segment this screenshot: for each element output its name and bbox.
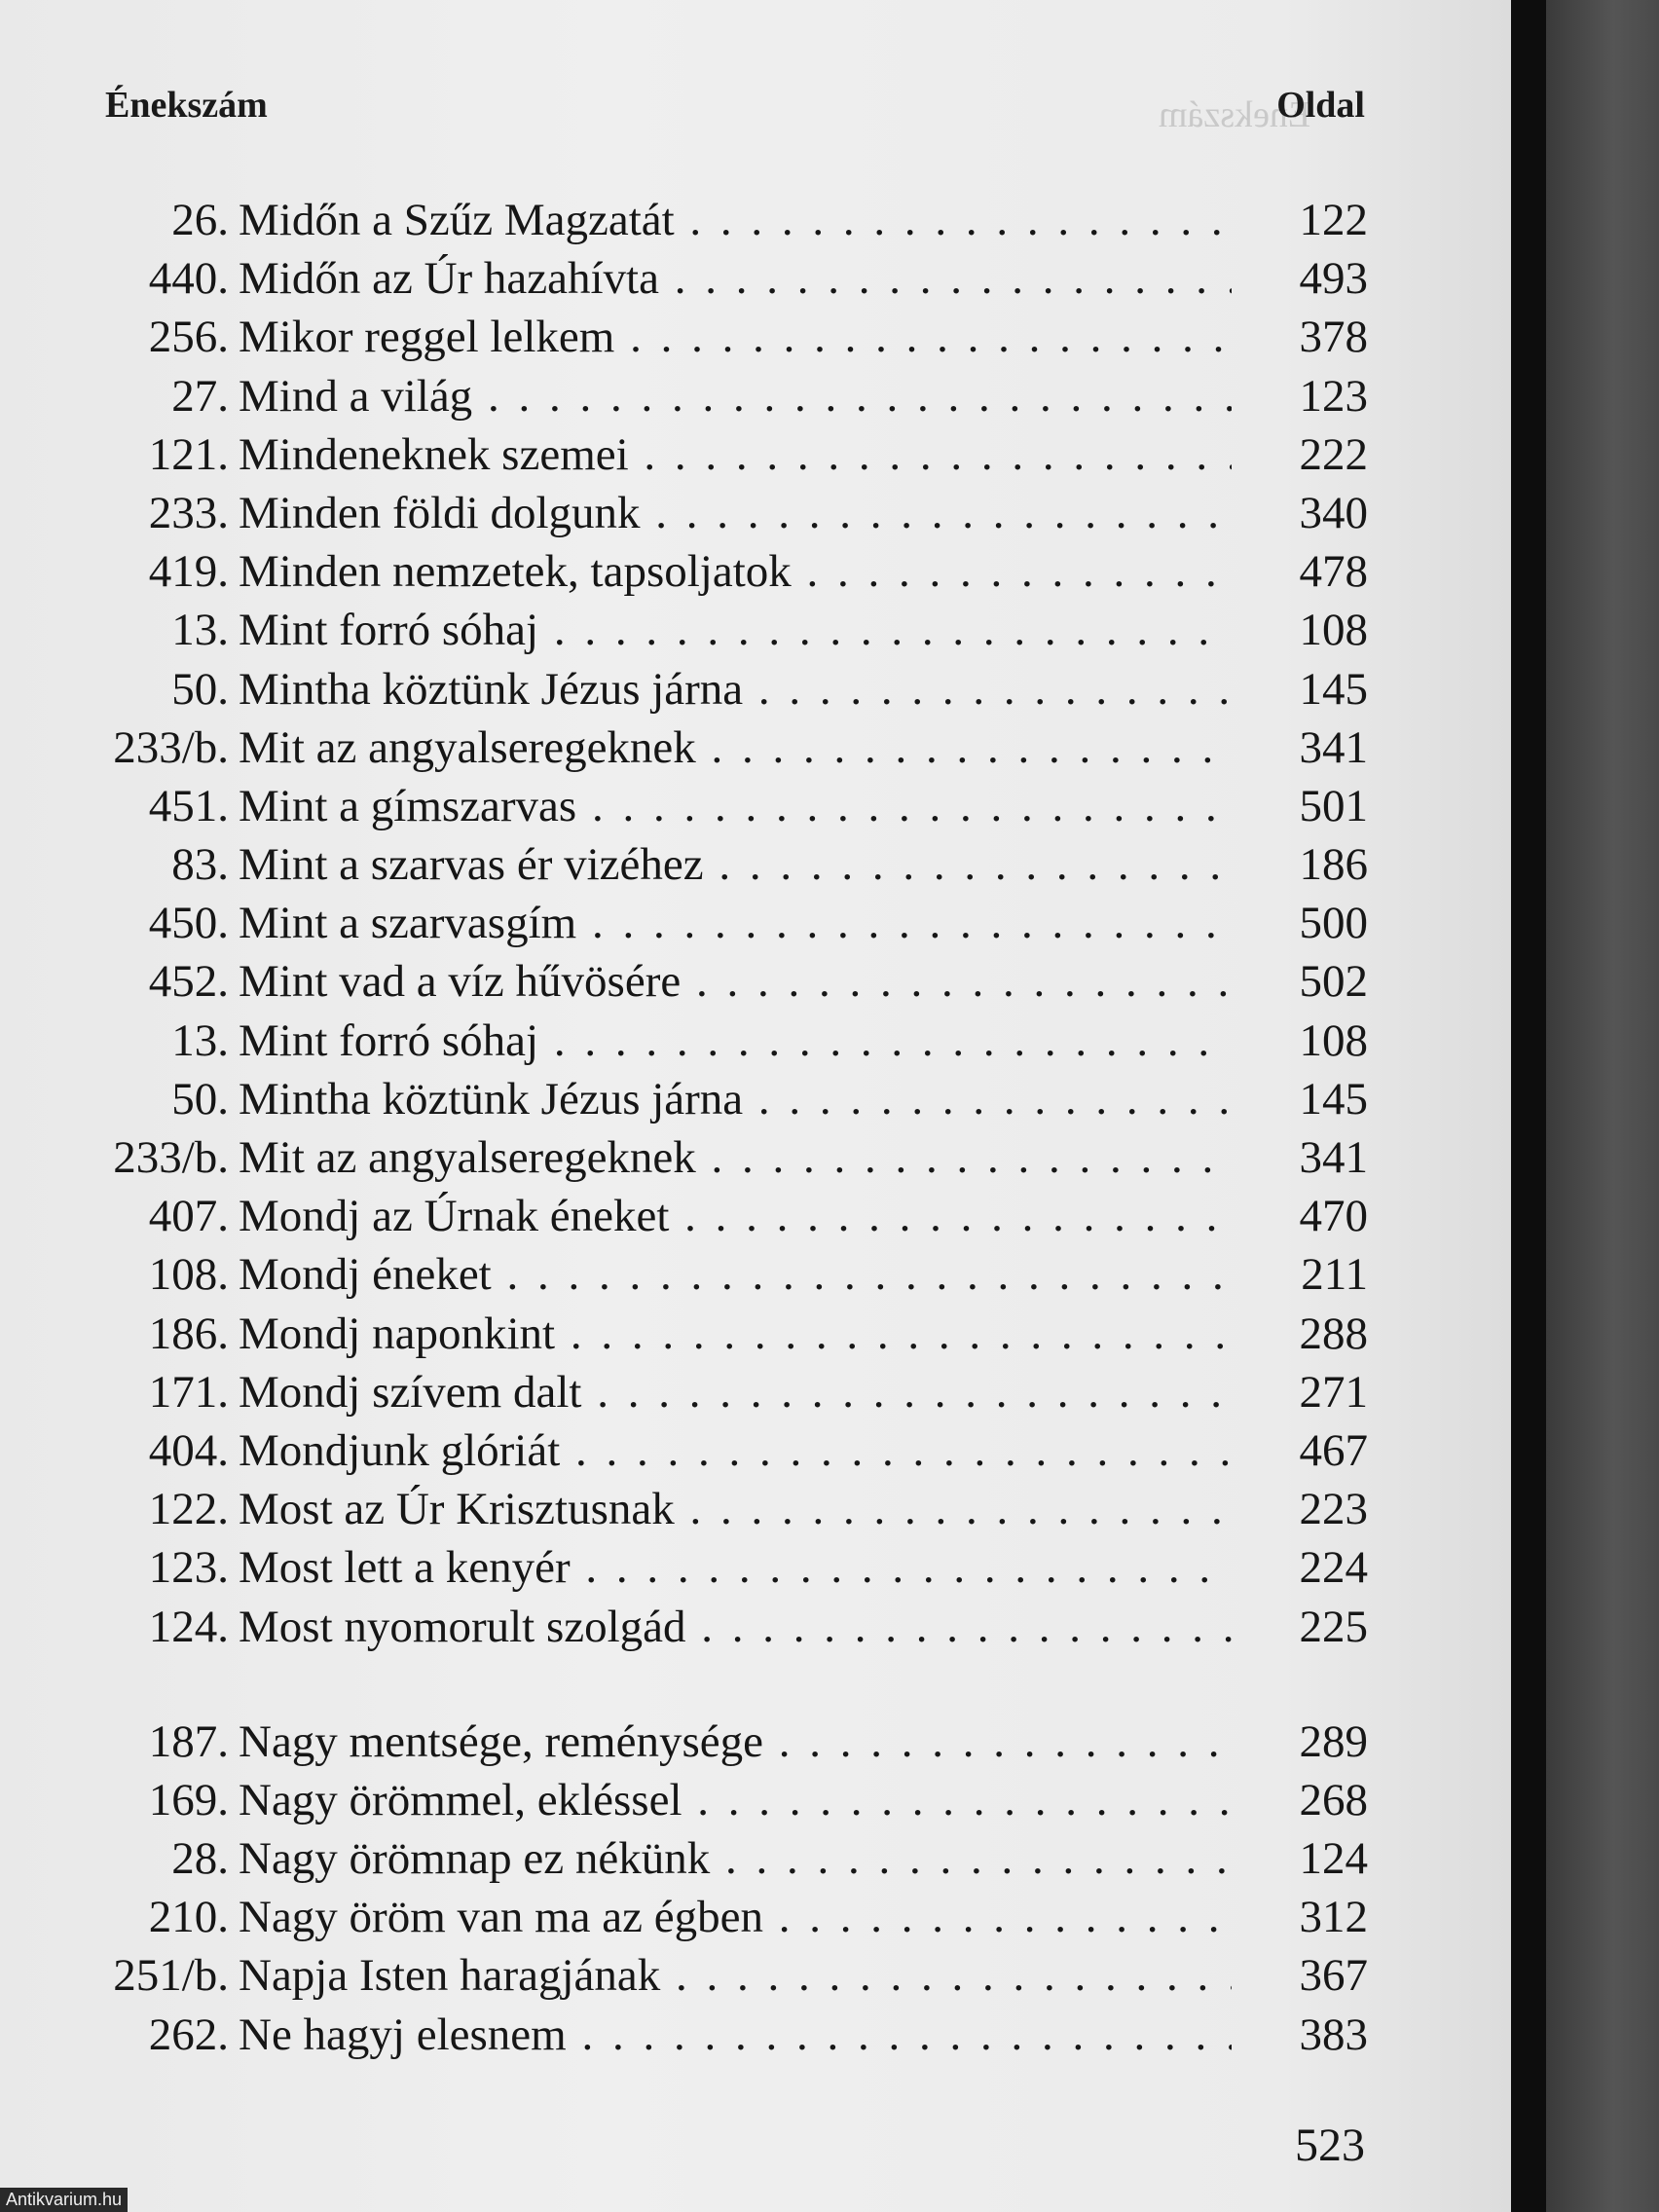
index-entry [92,835,1368,894]
hymn-title: Mint vad a víz hűvösére . . . [239,952,1232,1011]
hymn-number: 186. [148,1308,229,1359]
page-reference: 367 [1299,1950,1368,2002]
index-entry [92,425,1368,484]
index-entry [92,952,1368,1011]
index-entry [92,249,1368,308]
page-reference: 341 [1299,721,1368,773]
hymn-title: Mintha köztünk Jézus járna . . . [239,1070,1232,1128]
hymn-number: 262. [148,2009,229,2060]
hymn-number: 169. [148,1774,229,1825]
hymn-number: 233/b. [113,1132,229,1183]
page-reference: 145 [1299,663,1368,715]
watermark: Antikvarium.hu [0,2188,128,2212]
hymn-number: 251/b. [113,1950,229,2002]
index-entry [92,1070,1368,1128]
book-cover-edge [1546,0,1659,2212]
hymn-number: 171. [148,1366,229,1418]
hymn-number: 13. [171,605,229,656]
hymn-title: Nagy mentsége, reménysége . . . [239,1713,1232,1771]
hymn-title: Most lett a kenyér . . . [239,1538,1232,1597]
hymn-title: Most nyomorult szolgád . . . [239,1598,1232,1656]
hymn-title: Mondjunk glóriát . . . [239,1421,1232,1480]
page-reference: 288 [1299,1308,1368,1359]
index-entry [92,1946,1368,2005]
hymn-number: 50. [171,663,229,715]
hymn-title: Most az Úr Krisztusnak . . . [239,1480,1232,1538]
hymn-number: 124. [148,1601,229,1652]
hymn-number: 404. [148,1424,229,1476]
hymn-title: Mindeneknek szemei . . . [239,425,1232,484]
index-entry [92,2006,1368,2064]
page-reference: 222 [1299,428,1368,480]
hymn-title: Mint forró sóhaj . . . [239,601,1232,659]
page-reference: 478 [1299,546,1368,598]
hymn-number: 450. [148,898,229,949]
index-entry [92,191,1368,249]
page-reference: 122 [1299,195,1368,245]
page-reference: 123 [1299,370,1368,422]
hymn-number: 452. [148,956,229,1008]
index-entry [92,1128,1368,1187]
page-reference: 500 [1299,898,1368,949]
hymn-number: 121. [148,428,229,480]
hymn-title: Nagy örömnap ez nékünk . . . [239,1829,1232,1888]
hymn-number: 26. [171,195,229,245]
index-entry [92,719,1368,777]
hymn-title: Mint forró sóhaj . . . [239,1012,1232,1070]
page-number: 523 [1295,2120,1365,2171]
index-entry [92,1480,1368,1538]
hymn-title: Mind a világ . . . [239,367,1232,425]
hymn-title: Midőn az Úr hazahívta . . . [239,249,1232,308]
hymn-number: 210. [148,1892,229,1943]
page-reference: 145 [1299,1073,1368,1124]
hymn-number: 187. [148,1715,229,1767]
index-entry [92,1538,1368,1597]
hymn-title: Mondj az Úrnak éneket . . . [239,1187,1232,1245]
index-entry [92,1363,1368,1421]
index-entry [92,777,1368,835]
hymn-title: Napja Isten haragjának . . . [239,1946,1232,2005]
page-reference: 383 [1299,2009,1368,2060]
index-entry [92,1598,1368,1656]
page-reference: 341 [1299,1132,1368,1183]
page-reference: 211 [1301,1249,1368,1301]
hymn-number: 122. [148,1484,229,1535]
page-reference: 501 [1299,780,1368,831]
index-header [105,84,1365,138]
index-entry [92,1245,1368,1304]
hymn-title: Mondj naponkint . . . [239,1305,1232,1363]
hymn-title: Nagy örömmel, ekléssel . . . [239,1771,1232,1829]
hymn-title: Mint a gímszarvas . . . [239,777,1232,835]
hymn-title: Minden nemzetek, tapsoljatok . . . [239,542,1232,601]
index-entry [92,1305,1368,1363]
page-reference: 340 [1299,487,1368,538]
index-entry [92,542,1368,601]
index-entry [92,1012,1368,1070]
hymn-number: 83. [171,839,229,891]
index-entry [92,601,1368,659]
page-reference: 124 [1299,1833,1368,1885]
hymn-title: Mit az angyalseregeknek . . . [239,719,1232,777]
hymn-number: 233/b. [113,721,229,773]
hymn-title: Mint a szarvasgím . . . [239,894,1232,952]
index-entry [92,660,1368,719]
page-reference: 493 [1299,253,1368,305]
hymn-number: 256. [148,312,229,363]
index-entry [92,1829,1368,1888]
hymn-number: 233. [148,487,229,538]
page-reference: 108 [1299,605,1368,656]
hymn-index-list [92,191,1368,2064]
page-reference: 289 [1299,1715,1368,1767]
index-entry [92,1421,1368,1480]
page-reference: 502 [1299,956,1368,1008]
page-reference: 312 [1299,1892,1368,1943]
hymn-number-heading: Énekszám [105,85,268,126]
page-heading: Oldal [1276,85,1365,126]
index-entry [92,1187,1368,1245]
page-reference: 268 [1299,1774,1368,1825]
hymn-title: Nagy öröm van ma az égben . . . [239,1888,1232,1946]
page-reference: 470 [1299,1191,1368,1242]
page-reference: 225 [1299,1601,1368,1652]
index-entry [92,308,1368,366]
hymn-title: Mint a szarvas ér vizéhez . . . [239,835,1232,894]
hymn-number: 108. [148,1249,229,1301]
page-reference: 271 [1299,1366,1368,1418]
index-entry [92,1771,1368,1829]
bleed-through-text: Énekszám [1159,94,1311,135]
page-reference: 378 [1299,312,1368,363]
hymn-title: Minden földi dolgunk . . . [239,484,1232,542]
page-reference: 467 [1299,1424,1368,1476]
page-reference: 224 [1299,1542,1368,1594]
hymn-number: 407. [148,1191,229,1242]
section-gap [92,1656,1368,1713]
hymn-title: Mikor reggel lelkem . . . [239,308,1232,366]
hymn-number: 50. [171,1073,229,1124]
hymn-number: 123. [148,1542,229,1594]
page-reference: 223 [1299,1484,1368,1535]
index-entry [92,1713,1368,1771]
index-entry [92,367,1368,425]
hymn-title: Mit az angyalseregeknek . . . [239,1128,1232,1187]
hymn-title: Midőn a Szűz Magzatát . . . [239,191,1232,249]
page-reference: 108 [1299,1014,1368,1066]
hymn-number: 419. [148,546,229,598]
hymn-number: 13. [171,1014,229,1066]
hymn-title: Mondj szívem dalt . . . [239,1363,1232,1421]
hymn-number: 27. [171,370,229,422]
hymn-number: 440. [148,253,229,305]
hymn-title: Mintha köztünk Jézus járna . . . [239,660,1232,719]
page-reference: 186 [1299,839,1368,891]
hymn-number: 451. [148,780,229,831]
hymn-title: Ne hagyj elesnem . . . [239,2006,1232,2064]
index-entry [92,1888,1368,1946]
hymn-title: Mondj éneket . . . [239,1245,1232,1304]
index-entry [92,484,1368,542]
book-spine [1511,0,1546,2212]
hymn-number: 28. [171,1833,229,1885]
index-entry [92,894,1368,952]
